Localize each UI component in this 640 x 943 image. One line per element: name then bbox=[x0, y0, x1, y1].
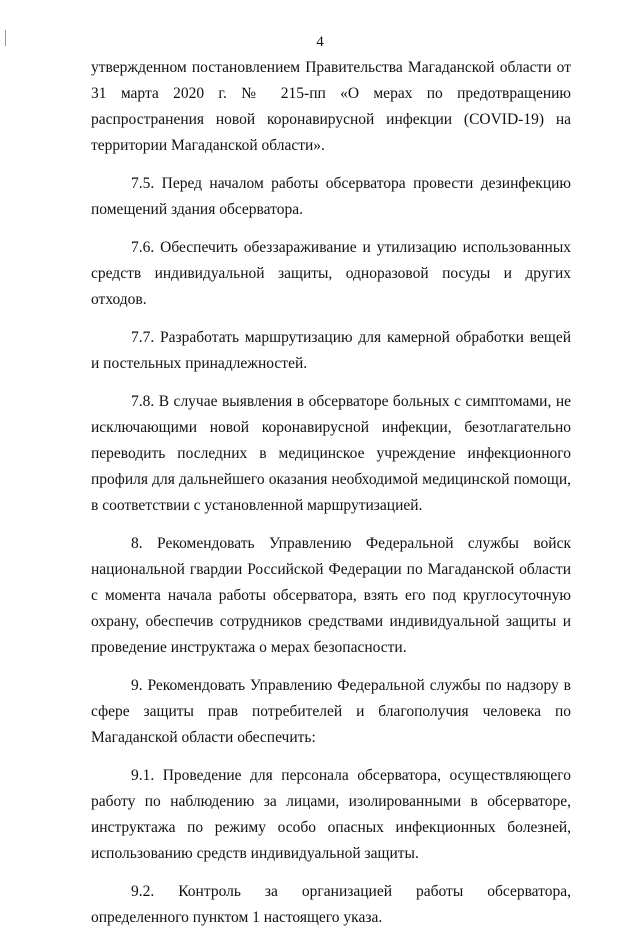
paragraph-9: 9. Рекомендовать Управлению Федеральной службы по надзору в сфере защиты прав потребителей и благополучия человека по Магаданской области обеспечить: bbox=[91, 677, 571, 746]
paragraph-9-2: 9.2. Контроль за организацией работы обсерватора, определенного пунктом 1 настоящего указа. bbox=[91, 883, 571, 926]
paragraph-continuation: утвержденном постановлением Правительства Магаданской области от 31 марта 2020 г. № 215-пп «О мерах по предотвращению распространения новой коронавирусной инфекции (COVID-19) на территории Магаданской области». bbox=[91, 59, 571, 154]
paragraph-7-8: 7.8. В случае выявления в обсерваторе больных с симптомами, не исключающими новой коронавирусной инфекции, безотлагательно переводить последних в медицинское учреждение инфекционного профиля для дальнейшего оказания необходимой медицинской помощи, в соответствии с установленной маршрутизацией. bbox=[91, 393, 571, 514]
paragraph-7-7: 7.7. Разработать маршрутизацию для камерной обработки вещей и постельных принадлежностей. bbox=[91, 329, 571, 372]
paragraph-7-5: 7.5. Перед началом работы обсерватора провести дезинфекцию помещений здания обсерватора. bbox=[91, 175, 571, 218]
document-body bbox=[91, 55, 571, 943]
page-number: 4 bbox=[316, 34, 324, 50]
paragraph-7-6: 7.6. Обеспечить обеззараживание и утилизацию использованных средств индивидуальной защиты, одноразовой посуды и других отходов. bbox=[91, 239, 571, 308]
paragraph-8: 8. Рекомендовать Управлению Федеральной службы войск национальной гвардии Российской Федерации по Магаданской области с момента начала работы обсерватора, взять его под круглосуточную охрану, обеспечив сотрудников средствами индивидуальной защиты и проведение инструктажа о мерах безопасности. bbox=[91, 535, 571, 656]
paragraph-9-1: 9.1. Проведение для персонала обсерватора, осуществляющего работу по наблюдению за лицами, изолированными в обсерваторе, инструктажа по режиму особо опасных инфекционных болезней, использованию средств индивидуальной защиты. bbox=[91, 767, 571, 862]
